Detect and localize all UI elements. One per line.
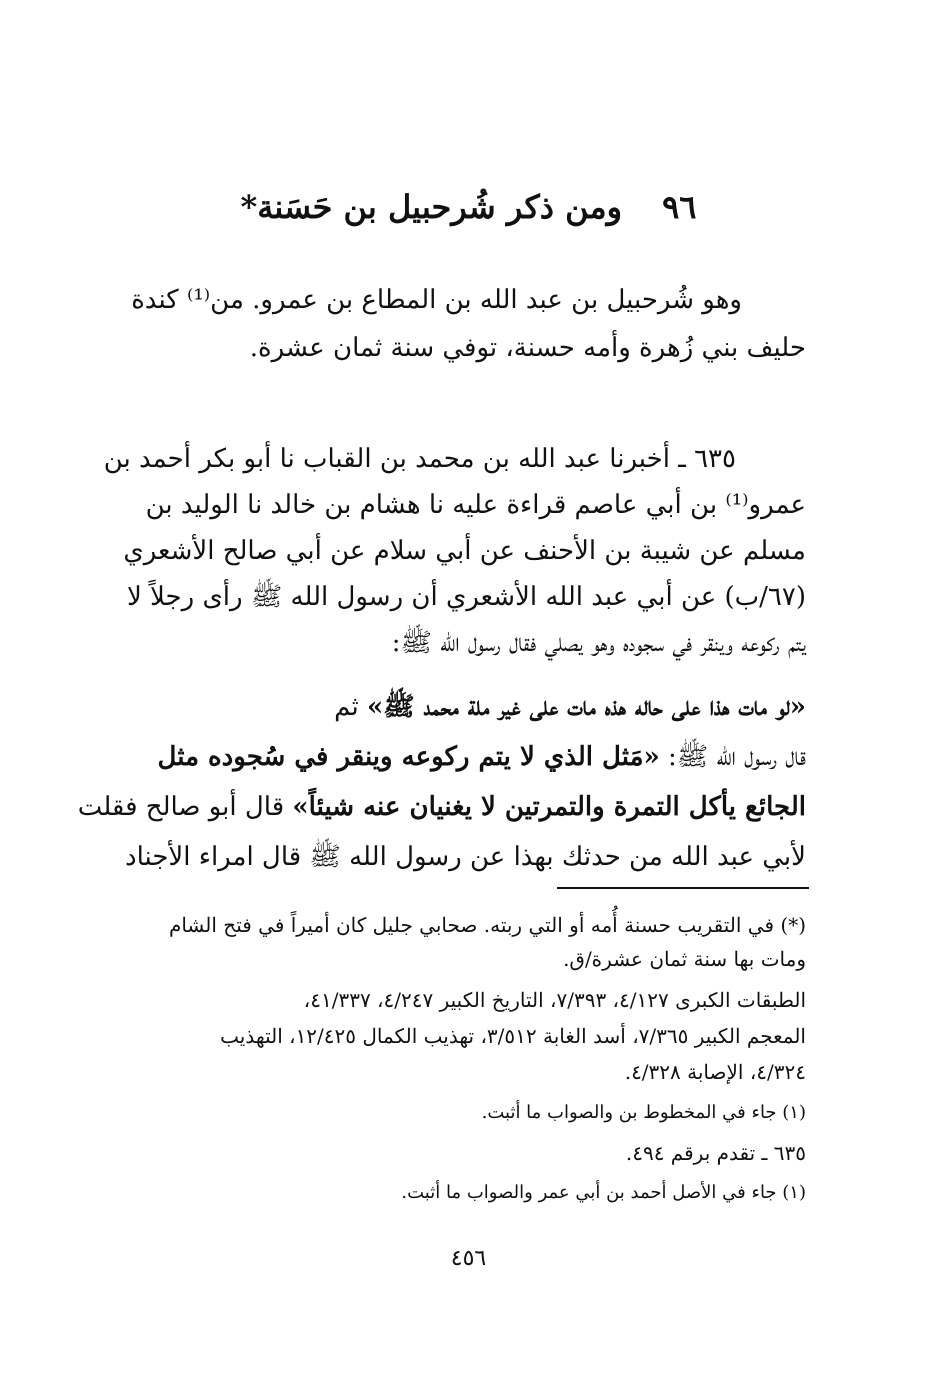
hadith-line: ٦٣٥ ـ أخبرنا عبد الله بن محمد بن القباب نا أبو بكر أحمد بن	[103, 444, 736, 474]
biography-line: حليف بني زُهرة وأمه حسنة، توفي سنة ثمان عشرة.	[249, 333, 806, 363]
footnote-references	[135, 982, 806, 1090]
quote-line	[135, 732, 806, 782]
prophetic-quote-paragraph	[77, 682, 806, 882]
quote-plain-text: ثم	[334, 692, 367, 722]
footnote-1: (١) جاء في المخطوط بن والصواب ما أثبت.	[481, 1102, 806, 1123]
footnotes	[135, 908, 806, 1216]
quote-bold-text: الجائع يأكل التمرة والتمرتين لا يغنيان عنه شيئاً»	[292, 792, 806, 822]
reference-line: المعجم الكبير ٧/٣٦٥، أسد الغابة ٣/٥١٢، تهذيب الكمال ١٢/٤٢٥، التهذيب	[220, 1024, 806, 1048]
reference-line: ٤/٣٢٤، الإصابة ٤/٣٢٨.	[624, 1060, 806, 1084]
quote-bold-text: «لو مات هذا على حاله هذه مات على غير ملة محمد ﷺ»	[366, 692, 806, 722]
hadith-line: عمرو⁽¹⁾ بن أبي عاصم قراءة عليه نا هشام بن خالد نا الوليد بن	[145, 490, 806, 520]
chapter-title	[0, 188, 937, 226]
footnote-star: (*) في التقريب حسنة أُمه أو التي ربته. صحابي جليل كان أميراً في فتح الشام ومات بها سنة ثمان عشرة/ق.	[168, 913, 806, 971]
hadith-paragraph	[103, 436, 806, 666]
biography-paragraph	[131, 276, 806, 372]
chapter-heading: ومن ذكر شُرحبيل بن حَسَنة*	[240, 188, 623, 226]
quote-plain-text: قال أبو صالح فقلت	[77, 792, 293, 822]
biography-line: وهو شُرحبيل بن عبد الله بن المطاع بن عمرو. من⁽¹⁾ كندة	[131, 285, 742, 315]
quote-bold-text: «مَثل الذي لا يتم ركوعه وينقر في سُجوده مثل	[157, 742, 660, 772]
quote-line	[135, 682, 806, 732]
quote-line	[77, 782, 806, 832]
hadith-line: يتم ركوعه وينقر في سجوده وهو يصلي فقال رسول الله ﷺ:	[391, 628, 806, 658]
chapter-number: ٩٦	[662, 188, 697, 226]
page-number: ٤٥٦	[450, 1246, 487, 1271]
hadith-line: مسلم عن شيبة بن الأحنف عن أبي سلام عن أبي صالح الأشعري	[123, 536, 806, 566]
footnote-separator	[557, 887, 809, 889]
quote-line: لأبي عبد الله من حدثك بهذا عن رسول الله ﷺ قال امراء الأجناد	[124, 842, 806, 872]
footnote-635: ٦٣٥ ـ تقدم برقم ٤٩٤.	[625, 1141, 806, 1165]
reference-line: الطبقات الكبرى ٤/١٢٧، ٧/٣٩٣، التاريخ الكبير ٤/٢٤٧، ٤١/٣٣٧،	[303, 988, 806, 1012]
footnote-1b: (١) جاء في الأصل أحمد بن أبي عمر والصواب ما أثبت.	[401, 1182, 806, 1203]
hadith-line: (٦٧/ب) عن أبي عبد الله الأشعري أن رسول الله ﷺ رأى رجلاً لا	[126, 582, 806, 612]
quote-plain-text: قال رسول الله ﷺ:	[659, 742, 806, 772]
